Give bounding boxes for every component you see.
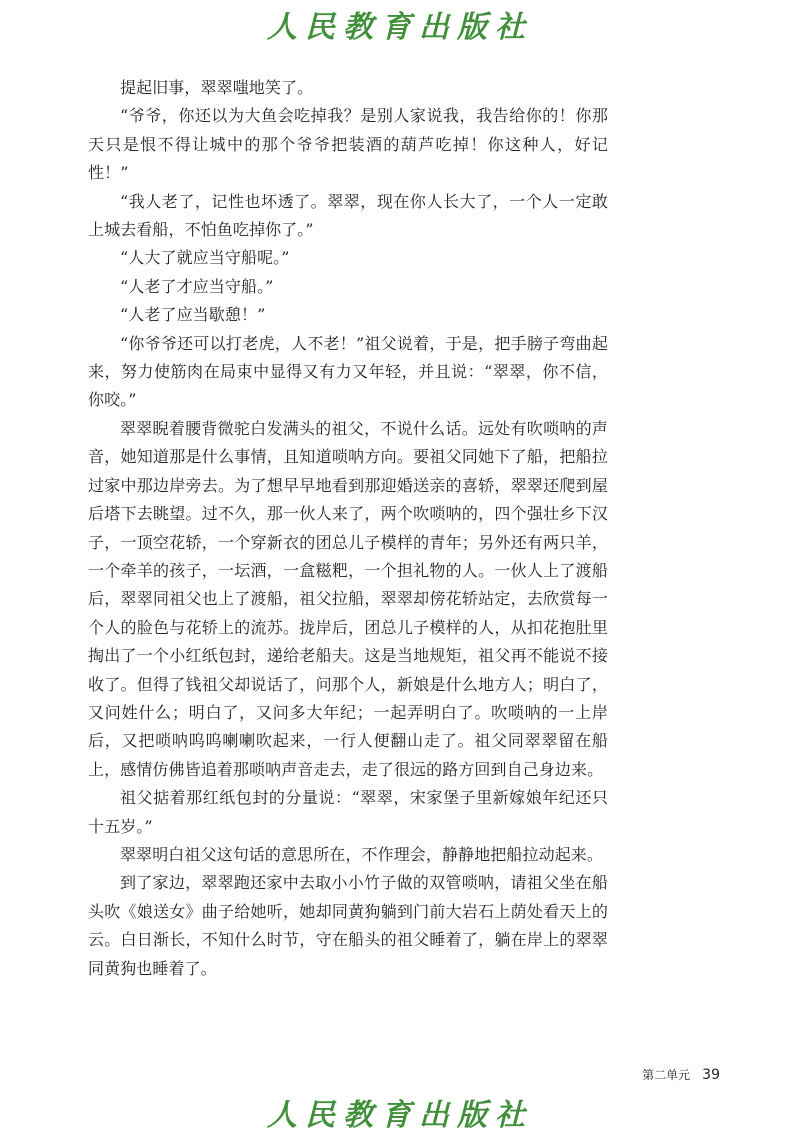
paragraph: “人老了才应当守船。”: [120, 276, 274, 296]
text-body: [88, 74, 608, 983]
paragraph: 翠翠睨着腰背微驼白发满头的祖父，不说什么话。远处有吹唢呐的声音，她知道那是什么事情，且知道唢呐方向。要祖父同她下了船，把船拉过家中那边岸旁去。为了想早早地看到那迎婚送亲的喜轿，翠翠还爬到屋后塔下去眺望。过不久，那一伙人来了，两个吹唢呐的，四个强壮乡下汉子，一顶空花轿，一个穿新衣的团总儿子模样的青年；另外还有两只羊，一个牵羊的孩子，一坛酒，一盒糍粑，一个担礼物的人。一伙人上了渡船后，翠翠同祖父也上了渡船，祖父拉船，翠翠却傍花轿站定，去欣赏每一个人的脸色与花轿上的流苏。拢岸后，团总儿子模样的人，从扣花抱肚里掏出了一个小红纸包封，递给老船夫。这是当地规矩，祖父再不能说不接收了。但得了钱祖父却说话了，问那个人，新娘是什么地方人；明白了，又问姓什么；明白了，又问多大年纪；一起弄明白了。吹唢呐的一上岸后，又把唢呐呜呜喇喇吹起来，一行人便翻山走了。祖父同翠翠留在船上，感情仿佛皆追着那唢呐声音走去，走了很远的路方回到自己身边来。: [88, 418, 608, 779]
page-footer: [642, 1066, 720, 1083]
paragraph: “人老了应当歇憩！”: [120, 305, 266, 325]
unit-label: 第二单元: [642, 1068, 691, 1082]
paragraph: “人大了就应当守船呢。”: [120, 248, 290, 268]
paragraph: 到了家边，翠翠跑还家中去取小小竹子做的双管唢呐，请祖父坐在船头吹《娘送女》曲子给她听，她却同黄狗躺到门前大岩石上荫处看天上的云。白日渐长，不知什么时节，守在船头的祖父睡着了，躺在岸上的翠翠同黄狗也睡着了。: [88, 873, 608, 978]
page-number: 39: [702, 1067, 720, 1083]
paragraph: 提起旧事，翠翠嗤地笑了。: [120, 78, 314, 97]
paragraph: 翠翠明白祖父这句话的意思所在，不作理会，静静地把船拉动起来。: [120, 844, 604, 864]
paragraph: 祖父掂着那红纸包封的分量说：“翠翠，宋家堡子里新嫁娘年纪还只十五岁。”: [88, 788, 608, 836]
publisher-logo-bottom: 人民教育出版社: [267, 1098, 533, 1133]
paragraph: “我人老了，记性也坏透了。翠翠，现在你人长大了，一个人一定敢上城去看船，不怕鱼吃掉你了。”: [88, 191, 608, 240]
paragraph: “爷爷，你还以为大鱼会吃掉我？是别人家说我，我告给你的！你那天只是恨不得让城中的那个爷爷把装酒的葫芦吃掉！你这种人，好记性！”: [88, 106, 608, 183]
paragraph: “你爷爷还可以打老虎，人不老！”祖父说着，于是，把手膀子弯曲起来，努力使筋肉在局束中显得又有力又年轻，并且说：“翠翠，你不信，你咬。”: [88, 333, 608, 410]
publisher-logo-top: 人民教育出版社: [267, 10, 533, 45]
